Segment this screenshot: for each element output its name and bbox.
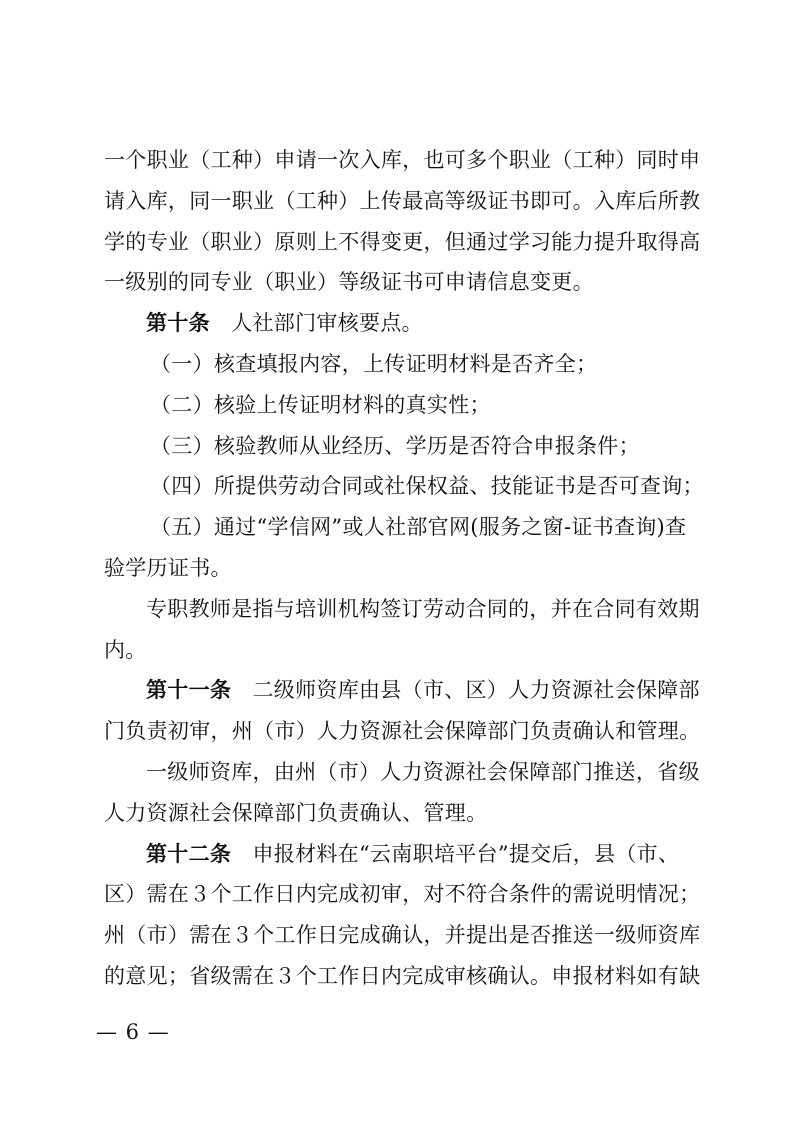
body-text xyxy=(104,140,704,997)
paragraph-line: 的意见；省级需在３个工作日内完成审核确认。申报材料如有缺 xyxy=(104,963,701,988)
article-11-heading: 第十一条 xyxy=(146,678,232,703)
page-number: — 6 — xyxy=(96,1020,170,1044)
article-12 xyxy=(104,834,704,875)
paragraph-line: 学的专业（职业）原则上不得变更，但通过学习能力提升取得高 xyxy=(104,229,701,254)
list-item: （五）通过“学信网”或人社部官网(服务之窗-证书查询)查 xyxy=(150,515,687,540)
paragraph-line: 一级师资库，由州（市）人力资源社会保障部门推送，省级 xyxy=(146,759,700,784)
paragraph-line: 一个职业（工种）申请一次入库，也可多个职业（工种）同时申 xyxy=(104,148,701,172)
paragraph-line: 门负责初审，州（市）人力资源社会保障部门负责确认和管理。 xyxy=(104,719,701,744)
list-item: （二）核验上传证明材料的真实性； xyxy=(150,392,491,417)
list-item: （三）核验教师从业经历、学历是否符合申报条件； xyxy=(150,433,640,458)
list-item: （四）所提供劳动合同或社保权益、技能证书是否可查询； xyxy=(150,474,704,499)
paragraph-line: 人力资源社会保障部门负责确认、管理。 xyxy=(104,800,488,825)
paragraph-line: 一级别的同专业（职业）等级证书可申请信息变更。 xyxy=(104,270,594,295)
article-12-text: 申报材料在“云南职培平台”提交后，县（市、 xyxy=(231,841,680,866)
paragraph-line: 州（市）需在３个工作日完成确认，并提出是否推送一级师资库 xyxy=(104,923,701,948)
article-10-heading: 第十条 xyxy=(146,311,210,336)
list-item: （一）核查填报内容，上传证明材料是否齐全； xyxy=(150,351,598,376)
paragraph-line: 内。 xyxy=(104,637,147,662)
article-11 xyxy=(104,670,704,711)
paragraph-line: 专职教师是指与培训机构签订劳动合同的，并在合同有效期 xyxy=(146,596,700,621)
paragraph-line: 区）需在３个工作日内完成初审，对不符合条件的需说明情况； xyxy=(104,882,701,907)
paragraph-line: 请入库，同一职业（工种）上传最高等级证书即可。入库后所教 xyxy=(104,188,701,213)
article-10-text: 人社部门审核要点。 xyxy=(209,311,423,336)
article-11-text: 二级师资库由县（市、区）人力资源社会保障部 xyxy=(231,678,700,703)
paragraph-line: 验学历证书。 xyxy=(104,555,232,580)
article-12-heading: 第十二条 xyxy=(146,841,232,866)
article-10 xyxy=(104,303,704,344)
